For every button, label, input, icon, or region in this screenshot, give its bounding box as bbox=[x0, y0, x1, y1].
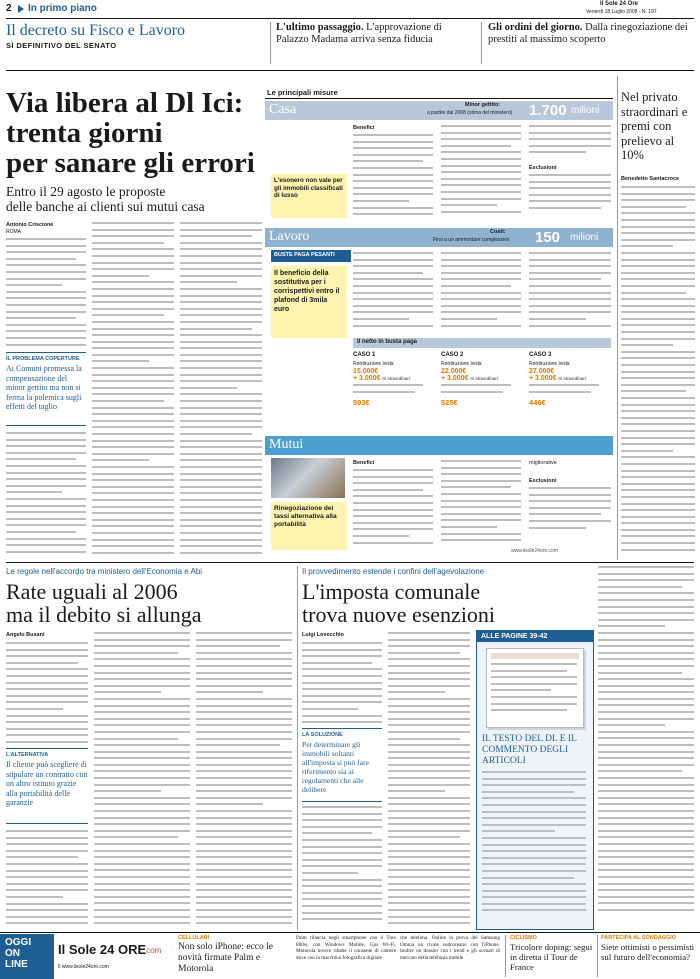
case-gross: 22.000€ bbox=[441, 368, 467, 375]
story2-text-col1a bbox=[6, 642, 88, 746]
kicker-second bbox=[276, 22, 471, 46]
kicker-divider bbox=[481, 22, 482, 64]
lavoro-text-col2 bbox=[441, 252, 521, 332]
kicker-third-text: Dalla rinegoziazione dei prestiti al massimo scoperto bbox=[488, 22, 688, 45]
case-extra: 3.000€ bbox=[359, 375, 381, 382]
footer-item-tag: CICLISMO bbox=[510, 935, 537, 941]
footer-item-text: Palm rilancia negli smartphone con il Treo 800w, con Windows Mobile, Gps Wi-Fi. Motorola invece ribatte il consente di camere dove con la macchina fotografica digitale bbox=[296, 935, 396, 961]
case-extra-row bbox=[529, 375, 611, 382]
mutui-band bbox=[265, 436, 613, 455]
lavoro-highlight bbox=[271, 266, 347, 338]
lead-headline-line: per sanare gli errori bbox=[6, 147, 255, 179]
casa-cost-unit: milioni bbox=[571, 105, 600, 116]
casa-benefici-text bbox=[353, 134, 433, 224]
casa-cost-sub: a partire dal 2008 (stima del ministero) bbox=[427, 110, 513, 116]
case-saving: 446€ bbox=[529, 398, 546, 407]
case-gross: 27.000€ bbox=[529, 368, 555, 375]
footer-item-tag: PARTECIPA AL SONDAGGIO bbox=[601, 935, 677, 941]
lavoro-cost-unit: milioni bbox=[570, 232, 599, 243]
arrow-icon bbox=[18, 5, 24, 13]
casa-text-col3a bbox=[529, 125, 611, 161]
kicker-divider bbox=[270, 22, 271, 64]
lead-deck bbox=[6, 184, 262, 214]
promo-paper-masthead bbox=[491, 653, 579, 659]
kicker-subtitle: SÌ DEFINITIVO DEL SENATO bbox=[6, 41, 117, 50]
story2-kicker: Le regole nell'accordo tra ministero dell'Economia e Abi bbox=[6, 567, 203, 576]
promo-text bbox=[482, 771, 586, 921]
story3-author: Luigi Lovecchio bbox=[302, 632, 344, 638]
case-values bbox=[529, 368, 611, 375]
lead-text-col1b bbox=[6, 432, 86, 558]
footer-item-tag: CELLULARI bbox=[178, 935, 210, 941]
sidebar-text bbox=[621, 186, 695, 558]
story3-text-col1a bbox=[302, 642, 382, 726]
lead-deck-line: Entro il 29 agosto le proposte bbox=[6, 184, 166, 199]
sidebar-headline: Nel privato straordinari e premi con prelievo al 10% bbox=[621, 90, 688, 162]
story3-kicker: Il provvedimento estende i confini dell'agevolazione bbox=[302, 567, 485, 576]
case-saving: 593€ bbox=[353, 398, 370, 407]
header-rule bbox=[6, 18, 694, 19]
page-number: 2 bbox=[6, 3, 12, 14]
footer-logo[interactable] bbox=[58, 938, 162, 976]
case-extra: 3.000€ bbox=[535, 375, 557, 382]
footer-logo-url: .com bbox=[144, 946, 162, 955]
lavoro-cost-value: 150 bbox=[535, 229, 561, 246]
casa-highlight bbox=[271, 174, 347, 218]
lead-sidebox-title: IL PROBLEMA COPERTURE bbox=[6, 356, 80, 362]
lead-text-col3 bbox=[180, 222, 262, 558]
page-header bbox=[0, 0, 700, 18]
story2-sidebox bbox=[6, 748, 88, 824]
lavoro-cost-sub: Fino a un ammontare complessivo bbox=[433, 237, 510, 243]
casa-benefici-label: Benefici bbox=[353, 125, 375, 131]
promo-paper-image bbox=[486, 648, 584, 728]
story2-author: Angelo Busani bbox=[6, 632, 45, 638]
measures-title: Le principali misure bbox=[267, 88, 338, 97]
case-retrib-label: Retribuzione lorda bbox=[529, 361, 570, 367]
kicker-main bbox=[6, 22, 266, 50]
footer-brand-line: OGGI bbox=[5, 937, 32, 948]
case-plus: + bbox=[353, 375, 358, 382]
mutui-benefici-label: Benefici bbox=[353, 460, 375, 466]
kicker-title: Il decreto su Fisco e Lavoro bbox=[6, 22, 186, 39]
promo-box[interactable] bbox=[476, 630, 594, 930]
story-divider bbox=[297, 566, 298, 930]
footer-item-ciclismo[interactable] bbox=[510, 935, 594, 977]
casa-text-col2 bbox=[441, 125, 521, 225]
mid-rule bbox=[6, 562, 694, 563]
case-values bbox=[353, 368, 435, 375]
case-card bbox=[353, 352, 435, 420]
measures-panel bbox=[265, 88, 613, 560]
case-extra-row bbox=[441, 375, 523, 382]
lead-headline-line: Via libera al Dl Ici: bbox=[6, 87, 244, 119]
footer-item-sondaggio[interactable] bbox=[601, 935, 698, 977]
mutui-highlight bbox=[271, 502, 347, 550]
lead-deck-line: delle banche ai clienti sui mutui casa bbox=[6, 199, 205, 214]
story2-headline-line: ma il debito si allunga bbox=[6, 602, 202, 627]
lead-text-col2 bbox=[92, 222, 174, 558]
footer-brand-line: LINE bbox=[5, 959, 28, 970]
lavoro-label: Lavoro bbox=[269, 229, 310, 244]
case-note bbox=[353, 384, 423, 398]
promo-label: ALLE PAGINE 39-42 bbox=[477, 631, 593, 642]
story3-sidebox-text: Per determinare gli immobili soltanti all'imposta si può fare riferimento sia ai regolamenti che alle delibere bbox=[302, 740, 369, 794]
story2-headline bbox=[6, 580, 306, 626]
story2-text-col1b bbox=[6, 830, 88, 928]
footer-divider bbox=[597, 935, 598, 977]
kicker-third bbox=[488, 22, 694, 46]
case-plus: + bbox=[441, 375, 446, 382]
case-gross: 15.000€ bbox=[353, 368, 379, 375]
story2-headline-line: Rate uguali al 2006 bbox=[6, 579, 178, 604]
lead-headline-line: trenta giorni bbox=[6, 117, 163, 149]
story3-sidebox-title: LA SOLUZIONE bbox=[302, 732, 343, 738]
case-saving: 525€ bbox=[441, 398, 458, 407]
measures-credit: www.ilsole24ore.com bbox=[511, 548, 558, 554]
lavoro-net-label: Il netto in busta paga bbox=[357, 339, 418, 345]
casa-label: Casa bbox=[269, 102, 297, 117]
mutui-text-col2 bbox=[441, 460, 521, 544]
footer-logo-sub: Il www.ilsole24ore.com bbox=[58, 964, 109, 970]
story2-text-col3 bbox=[196, 632, 292, 928]
case-title: CASO 3 bbox=[529, 352, 552, 358]
story3-text-col2 bbox=[388, 632, 470, 928]
casa-cost-value: 1.700 bbox=[529, 102, 567, 119]
sidebar-author: Benedetto Santacroce bbox=[621, 176, 680, 182]
footer-item-cellulari[interactable] bbox=[178, 935, 296, 977]
footer-brand-block[interactable] bbox=[0, 934, 54, 979]
casa-esclusioni-label: Esclusioni bbox=[529, 165, 557, 171]
case-card bbox=[529, 352, 611, 420]
case-extra-label: In straordinari: bbox=[382, 376, 412, 381]
casa-cost-label: Minor gettito: bbox=[465, 102, 501, 108]
kicker-second-text: L'approvazione di Palazzo Madama arriva senza fiducia bbox=[276, 22, 442, 45]
footer-item-title: Siete ottimisti o pessimisti sul futuro dell'economia? bbox=[601, 942, 695, 962]
case-values bbox=[441, 368, 523, 375]
story3-headline-line: trova nuove esenzioni bbox=[302, 602, 496, 627]
lead-place: ROMA bbox=[6, 229, 21, 235]
case-plus: + bbox=[529, 375, 534, 382]
footer-logo-text: Il Sole 24 ORE bbox=[58, 942, 147, 957]
lead-sidebox-text: Ai Comuni promessa la compensazione del minor gettito ma non si ferma la polemica sugli effetti del taglio bbox=[6, 364, 82, 411]
footer-item-title: Non solo iPhone: ecco le novità firmate Palm e Motorola bbox=[178, 942, 273, 974]
lavoro-tag: BUSTE PAGA PESANTI bbox=[271, 250, 351, 262]
measures-title-rule bbox=[265, 98, 613, 99]
lead-text-col1a bbox=[6, 238, 86, 348]
story2-text-col2 bbox=[94, 632, 190, 928]
story2-sidebox-title: L'ALTERNATIVA bbox=[6, 752, 49, 758]
case-title: CASO 2 bbox=[441, 352, 464, 358]
lavoro-text-col1 bbox=[353, 252, 433, 332]
kicker-third-bold: Gli ordini del giorno. bbox=[488, 22, 583, 33]
lead-headline bbox=[6, 88, 262, 178]
case-retrib-label: Retribuzione lorda bbox=[353, 361, 394, 367]
promo-title: IL TESTO DEL DL E IL COMMENTO DEGLI ARTICOLI bbox=[482, 734, 577, 766]
story3-text-col1b bbox=[302, 806, 382, 928]
story3-sidebox bbox=[302, 728, 382, 802]
mutui-esclusioni-label: Esclusioni bbox=[529, 478, 557, 484]
lavoro-net-bar bbox=[353, 338, 611, 348]
mutui-benefici-text bbox=[353, 469, 433, 549]
case-extra-label: In straordinari: bbox=[558, 376, 588, 381]
issue-date: Venerdì 18 Luglio 2008 - N. 197 bbox=[586, 9, 657, 15]
casa-esclusioni-text bbox=[529, 174, 611, 222]
lead-sidebox bbox=[6, 352, 86, 426]
mutui-label: Mutui bbox=[269, 437, 304, 452]
casa-highlight-text: L'esonero non vale per gli immobili classificati di lusso bbox=[274, 177, 343, 200]
story3-headline bbox=[302, 580, 602, 626]
promo-paper-lines bbox=[491, 663, 577, 719]
case-extra: 3.000€ bbox=[447, 375, 469, 382]
footer-item-text: che telefona. Online la prova del Samsung Omnia un rivale sudcoreano con l'iPhone. Inoltre un dossier con i trend e gli scenari di mercato della telefonia mobile bbox=[400, 935, 500, 961]
section-title: In primo piano bbox=[28, 3, 97, 14]
case-retrib-label: Retribuzione lorda bbox=[441, 361, 482, 367]
mutui-highlight-text: Rinegoziazione dei tassi alternativa alla portabilità bbox=[274, 505, 337, 528]
case-title: CASO 1 bbox=[353, 352, 376, 358]
case-extra-label: In straordinari: bbox=[470, 376, 500, 381]
footer-rule bbox=[0, 932, 700, 933]
mutui-esclusioni-text bbox=[529, 487, 611, 537]
story3-text-col4 bbox=[598, 566, 694, 928]
lead-author: Antonio Criscione bbox=[6, 222, 54, 228]
mutui-migliorative: migliorative bbox=[529, 460, 557, 466]
lavoro-cost-label: Costi: bbox=[490, 229, 506, 235]
case-card bbox=[441, 352, 523, 420]
case-note bbox=[529, 384, 599, 398]
case-extra-row bbox=[353, 375, 435, 382]
footer-item-title: Tricolore doping: segui in diretta il Tour de France bbox=[510, 942, 593, 972]
footer-divider bbox=[505, 935, 506, 977]
footer-brand-line: ON bbox=[5, 948, 20, 959]
story3-headline-line: L'imposta comunale bbox=[302, 579, 481, 604]
casa-band bbox=[265, 101, 613, 120]
mutui-photo bbox=[271, 458, 345, 498]
kicker-rule bbox=[6, 70, 694, 71]
lavoro-highlight-text: Il beneficio della sostitutiva per i corrispettivi entro il plafond di 3mila euro bbox=[274, 270, 340, 313]
lavoro-text-col3 bbox=[529, 252, 611, 332]
story2-sidebox-text: Il cliente può scegliere di stipulare un contratto con un altro istituto grazie alla portabilità delle garanzie bbox=[6, 760, 88, 807]
paper-name: Il Sole 24 Ore bbox=[600, 1, 639, 7]
case-note bbox=[441, 384, 511, 398]
kicker-second-bold: L'ultimo passaggio. bbox=[276, 22, 364, 33]
lavoro-band bbox=[265, 228, 613, 247]
measures-divider bbox=[617, 76, 618, 560]
